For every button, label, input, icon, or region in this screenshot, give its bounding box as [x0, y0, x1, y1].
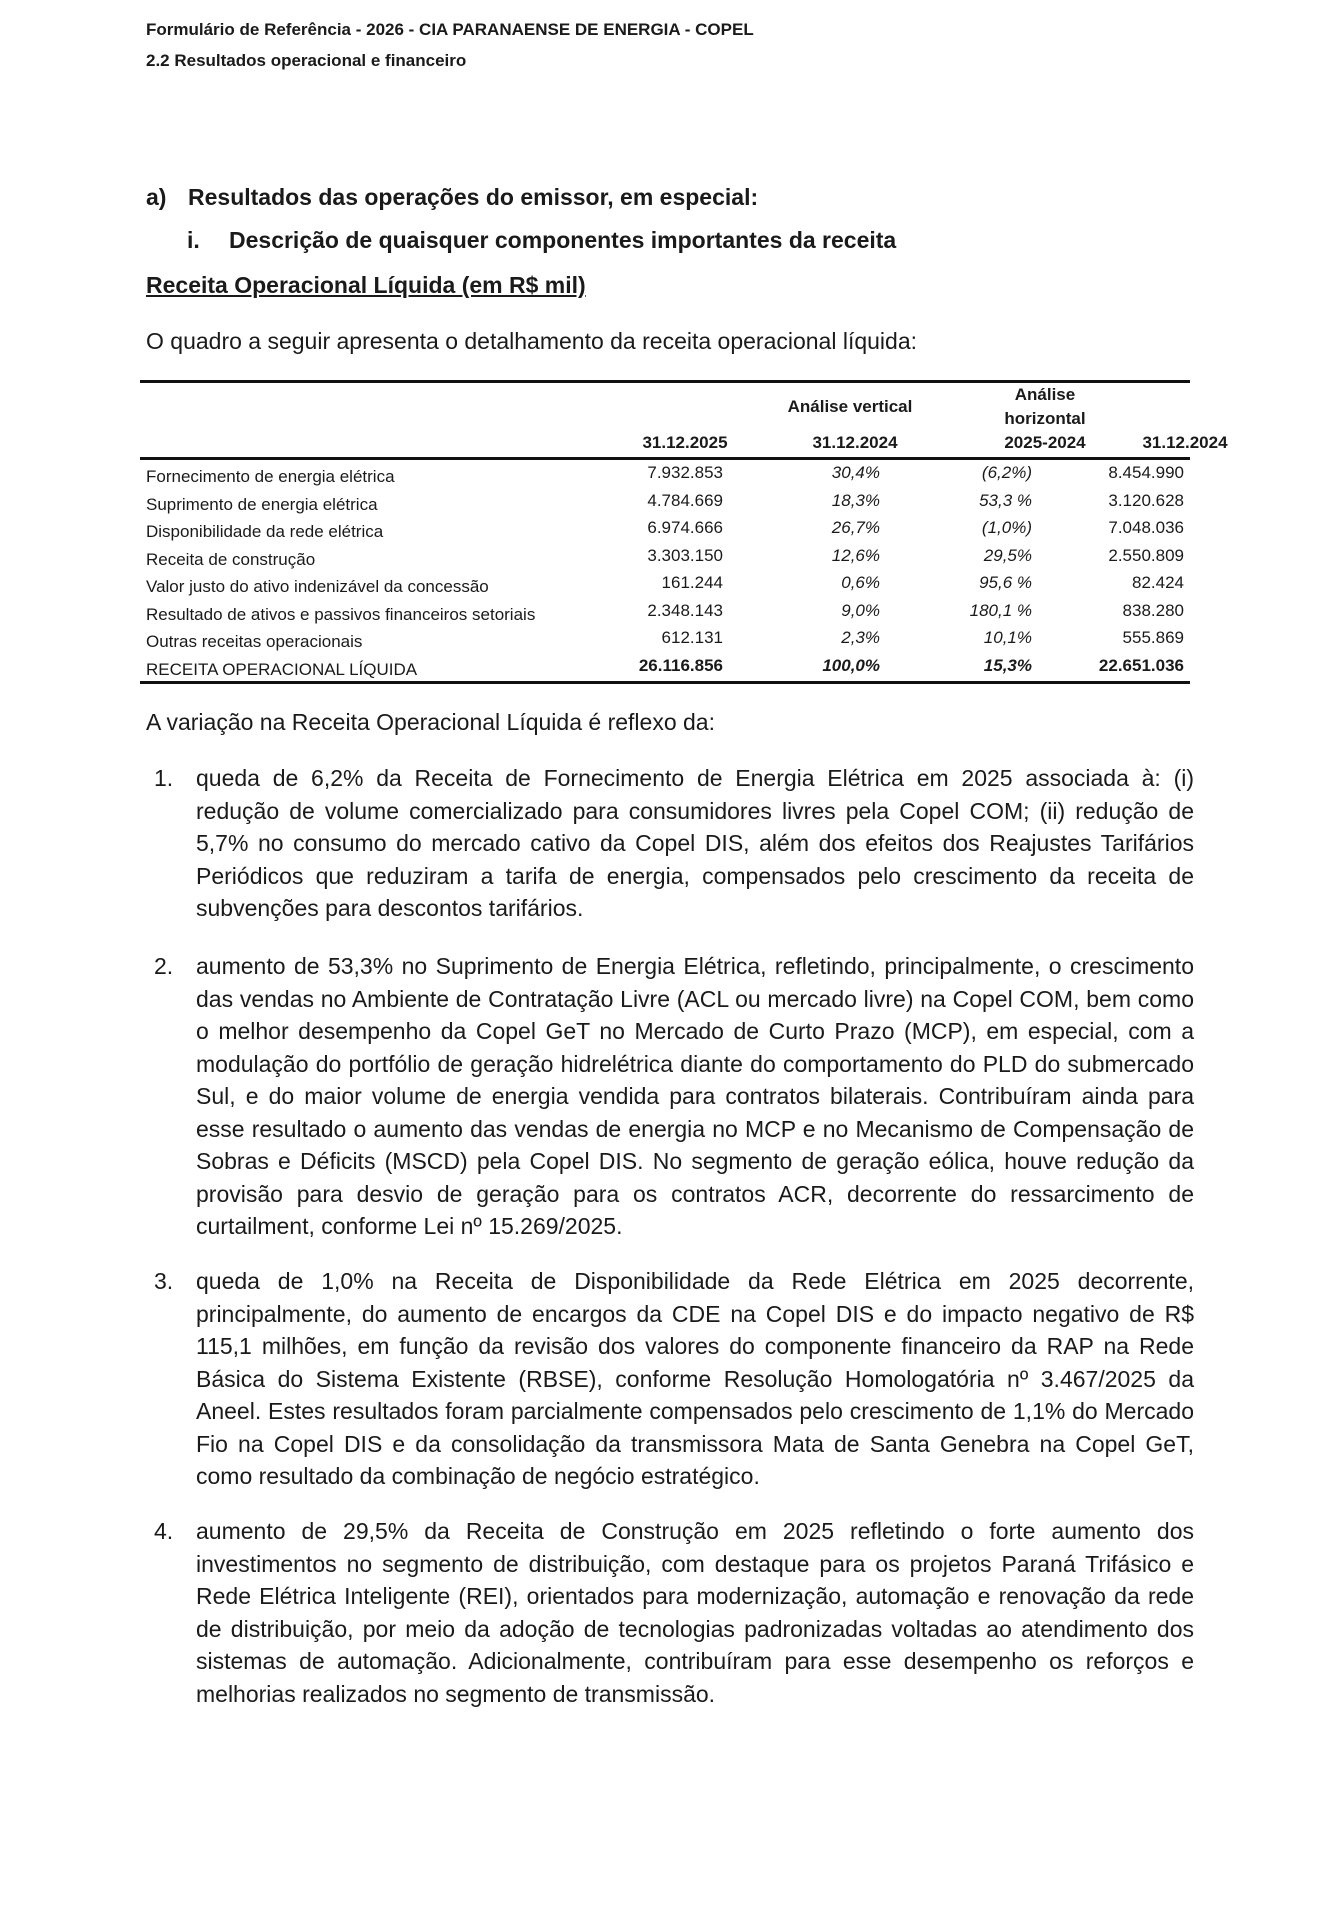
variation-intro: A variação na Receita Operacional Líquida é reflexo da: [146, 709, 715, 735]
intro-paragraph: O quadro a seguir apresenta o detalhamento da receita operacional líquida: [146, 328, 918, 354]
value-horizontal: 95,6 % [979, 573, 1032, 592]
row-label: Outras receitas operacionais [146, 632, 363, 651]
table-row [140, 460, 1190, 488]
value-horizontal: 180,1 % [969, 600, 1032, 620]
value-2024: 555.869 [1122, 628, 1184, 647]
total-2024: 22.651.036 [1098, 655, 1184, 675]
table-row [140, 598, 1190, 626]
value-2024: 838.280 [1122, 600, 1184, 620]
row-label: Resultado de ativos e passivos financeiros setoriais [146, 604, 536, 624]
value-vertical: 30,4% [831, 463, 880, 482]
value-horizontal: (6,2%) [981, 463, 1032, 482]
header-analise: Análise [1014, 385, 1076, 404]
section-a-marker: a) [146, 184, 167, 210]
table-row [140, 488, 1190, 516]
table-total-row [140, 653, 1190, 684]
header-horizontal-period: 2025-2024 [1004, 433, 1086, 452]
list-item [154, 1515, 1194, 1710]
list-item [154, 950, 1194, 1243]
document-header-section: 2.2 Resultados operacional e financeiro [146, 51, 467, 70]
header-analise-vertical: Análise vertical [787, 397, 913, 416]
value-2024: 3.120.628 [1108, 490, 1184, 510]
table-subtitle: Receita Operacional Líquida (em R$ mil) [146, 272, 586, 298]
total-vertical: 100,0% [822, 655, 880, 675]
header-31-12-2024: 31.12.2024 [1142, 433, 1228, 452]
value-horizontal: 53,3 % [979, 490, 1032, 510]
value-2025: 7.932.853 [647, 463, 723, 482]
row-label: Disponibilidade da rede elétrica [146, 522, 384, 541]
list-item-text: aumento de 53,3% no Suprimento de Energia Elétrica, refletindo, principalmente, o crescimento das vendas no Ambiente de Contratação Livre (ACL ou mercado livre) na Copel COM, bem como o melhor desempenho da Copel GeT no Mercado de Curto Prazo (MCP), em especial, com a modulação do portfólio de geração hidrelétrica diante do comportamento do PLD do submercado Sul, e do maior volume de energia vendida para contratos bilaterais. Contribuíram ainda para esse resultado o aumento das vendas de energia no MCP e no Mecanismo de Compensação de Sobras e Déficits (MSCD) pela Copel DIS. No segmento de geração eólica, houve redução da provisão para desvio de geração para os contratos ACR, decorrente do ressarcimento de curtailment, conforme Lei nº 15.269/2025. [196, 953, 1194, 1239]
list-item-text: aumento de 29,5% da Receita de Construção em 2025 refletindo o forte aumento dos investimentos no segmento de distribuição, com destaque para os projetos Paraná Trifásico e Rede Elétrica Inteligente (REI), orientados para modernização, automação e renovação da rede de distribuição, por meio da adoção de tecnologias padronizadas voltadas ao atendimento dos sistemas de automação. Adicionalmente, contribuíram para esse desempenho os reforços e melhorias realizados no segmento de transmissão. [196, 1518, 1194, 1707]
header-31-12-2025: 31.12.2025 [642, 433, 728, 452]
list-item-number: 3. [154, 1268, 174, 1294]
list-item-text: queda de 6,2% da Receita de Fornecimento de Energia Elétrica em 2025 associada à: (i) redução de volume comercializado para consumidores livres pela Copel COM; (ii) redução de 5,7% no consumo do mercado cativo da Copel DIS, além dos efeitos dos Reajustes Tarifários Periódicos que reduziram a tarifa de energia, compensados pelo crescimento da receita de subvenções para descontos tarifários. [196, 765, 1194, 921]
table-row [140, 543, 1190, 571]
row-label: Suprimento de energia elétrica [146, 494, 378, 514]
value-vertical: 9,0% [841, 600, 880, 620]
list-item-number: 2. [154, 953, 174, 979]
value-2025: 3.303.150 [647, 545, 723, 565]
list-item [154, 762, 1194, 925]
section-a-heading [146, 184, 758, 211]
value-vertical: 0,6% [841, 573, 880, 592]
table-header [140, 383, 1228, 460]
value-vertical: 26,7% [831, 518, 880, 537]
value-vertical: 2,3% [841, 628, 880, 647]
row-label: Valor justo do ativo indenizável da concessão [146, 577, 489, 596]
document-header-title: Formulário de Referência - 2026 - CIA PARANAENSE DE ENERGIA - COPEL [146, 20, 754, 39]
table-row [140, 625, 1190, 653]
revenue-table [140, 380, 1228, 684]
total-2025: 26.116.856 [638, 655, 723, 675]
value-2024: 8.454.990 [1108, 463, 1184, 482]
value-2024: 82.424 [1132, 573, 1184, 592]
row-label: Fornecimento de energia elétrica [146, 467, 395, 486]
value-horizontal: (1,0%) [981, 518, 1032, 537]
list-item-text: queda de 1,0% na Receita de Disponibilidade da Rede Elétrica em 2025 decorrente, principalmente, do aumento de encargos da CDE na Copel DIS e do impacto negativo de R$ 115,1 milhões, em função da revisão dos valores do componente financeiro da RAP na Rede Básica do Sistema Existente (RBSE), conforme Resolução Homologatória nº 3.467/2025 da Aneel. Estes resultados foram parcialmente compensados pelo crescimento de 1,1% do Mercado Fio na Copel DIS e da consolidação da transmissora Mata de Santa Genebra na Copel GeT, como resultado da combinação de negócio estratégico. [196, 1268, 1194, 1489]
total-horizontal: 15,3% [983, 655, 1032, 675]
value-2025: 161.244 [661, 573, 723, 592]
list-item-number: 4. [154, 1518, 174, 1544]
value-2024: 2.550.809 [1108, 545, 1184, 565]
value-2025: 6.974.666 [647, 518, 723, 537]
value-2025: 4.784.669 [647, 490, 723, 510]
value-vertical: 12,6% [831, 545, 880, 565]
section-i-marker: i. [187, 227, 200, 253]
header-vertical-date: 31.12.2024 [812, 433, 898, 452]
value-2025: 2.348.143 [647, 600, 723, 620]
list-item [154, 1265, 1194, 1493]
value-horizontal: 10,1% [983, 628, 1032, 647]
value-horizontal: 29,5% [983, 545, 1032, 565]
header-horizontal: horizontal [1004, 409, 1086, 428]
table-row [140, 570, 1190, 598]
total-label: RECEITA OPERACIONAL LÍQUIDA [146, 659, 418, 679]
value-2025: 612.131 [661, 628, 723, 647]
section-i-heading [187, 227, 896, 254]
table-row [140, 515, 1190, 543]
section-i-title: Descrição de quaisquer componentes importantes da receita [229, 227, 897, 253]
section-a-title: Resultados das operações do emissor, em especial: [188, 184, 759, 210]
list-item-number: 1. [154, 765, 174, 791]
value-vertical: 18,3% [831, 490, 880, 510]
row-label: Receita de construção [146, 549, 316, 569]
value-2024: 7.048.036 [1108, 518, 1184, 537]
